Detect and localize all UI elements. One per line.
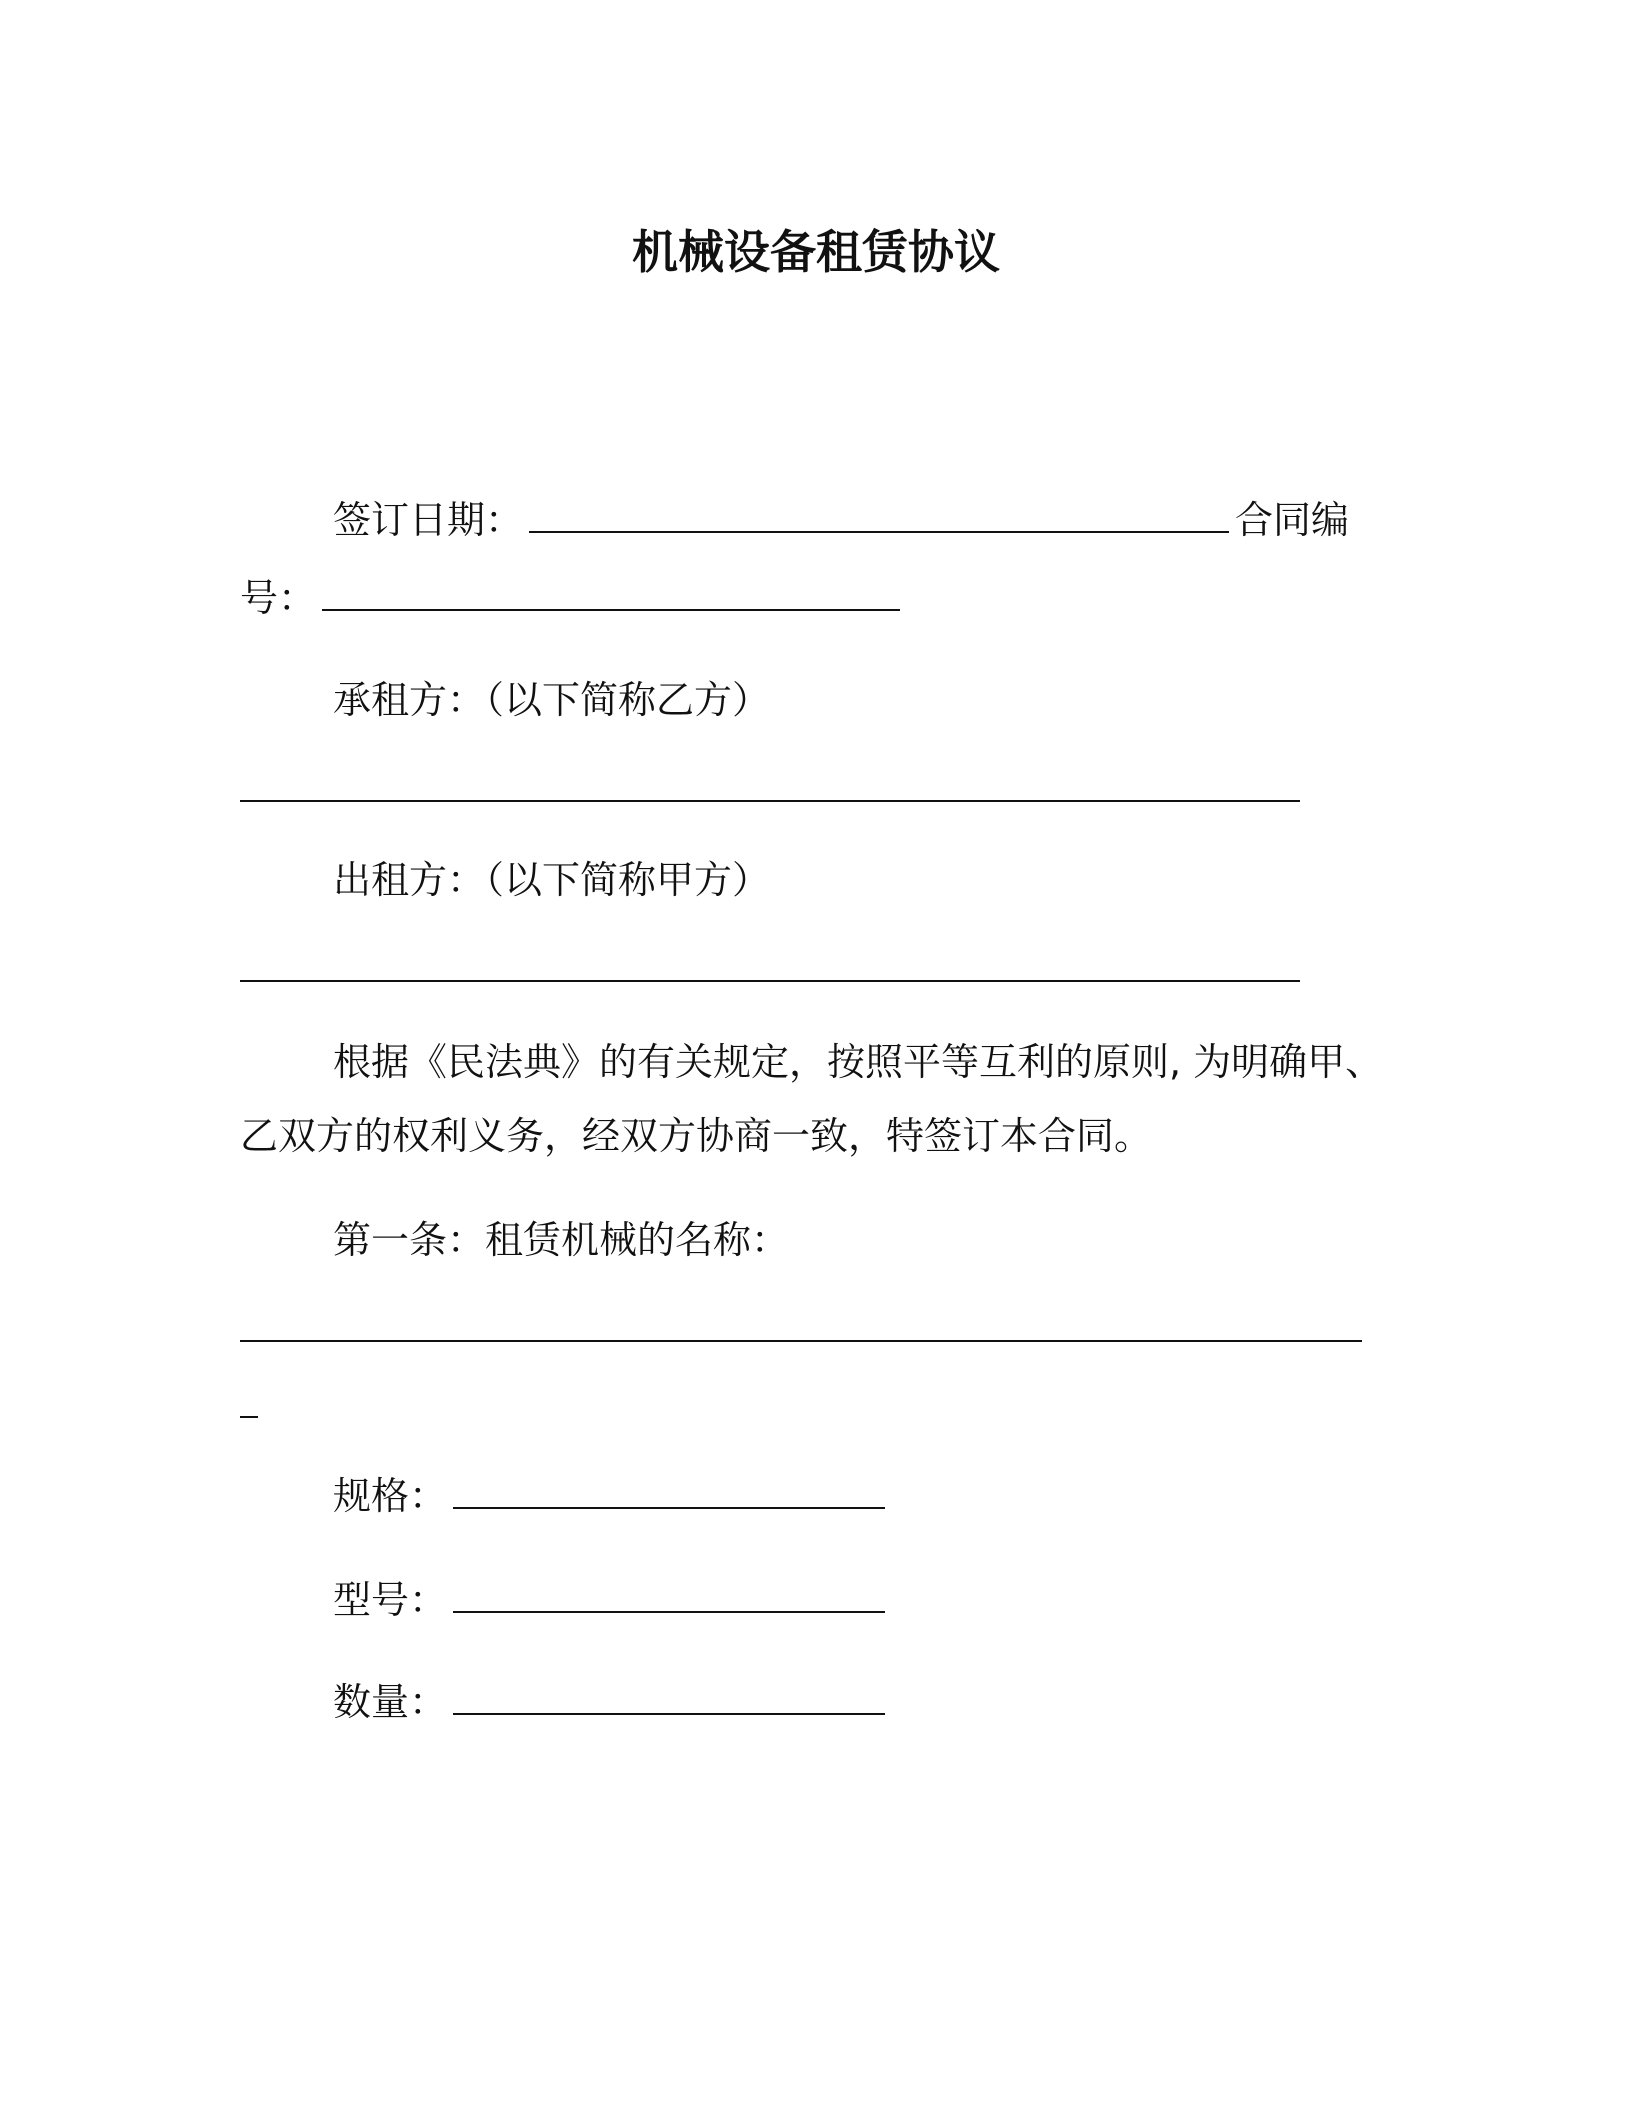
lessor-blank (240, 980, 1300, 982)
intro-line-1: 根据《民法典》的有关规定，按照平等互利的原则, 为明确甲、 (333, 1040, 1384, 1084)
contract-no-label-part1: 合同编 (1235, 498, 1350, 542)
article1-label: 第一条：租赁机械的名称： (333, 1218, 790, 1262)
contract-no-blank (322, 579, 900, 611)
model-row (333, 1574, 891, 1626)
quantity-row (333, 1676, 891, 1728)
sign-date-label: 签订日期： (333, 498, 524, 542)
intro-line-2: 乙双方的权利义务，经双方协商一致，特签订本合同。 (240, 1114, 1153, 1158)
model-blank (453, 1581, 885, 1613)
quantity-blank (453, 1683, 885, 1715)
lessor-label: 出租方：（以下简称甲方） (333, 858, 771, 902)
spec-row (333, 1470, 891, 1522)
sign-date-row (333, 494, 1349, 546)
lessee-blank (240, 800, 1300, 802)
contract-no-label-part2: 号： (240, 576, 317, 620)
document-title: 机械设备租赁协议 (632, 225, 1000, 279)
sign-date-blank (529, 501, 1229, 533)
spec-label: 规格： (333, 1474, 448, 1518)
model-label: 型号： (333, 1578, 448, 1622)
contract-no-row (240, 572, 906, 624)
article1-blank (240, 1340, 1362, 1342)
lessee-label: 承租方：（以下简称乙方） (333, 678, 771, 722)
spec-blank (453, 1477, 885, 1509)
article1-blank-continuation (240, 1416, 258, 1418)
quantity-label: 数量： (333, 1680, 448, 1724)
